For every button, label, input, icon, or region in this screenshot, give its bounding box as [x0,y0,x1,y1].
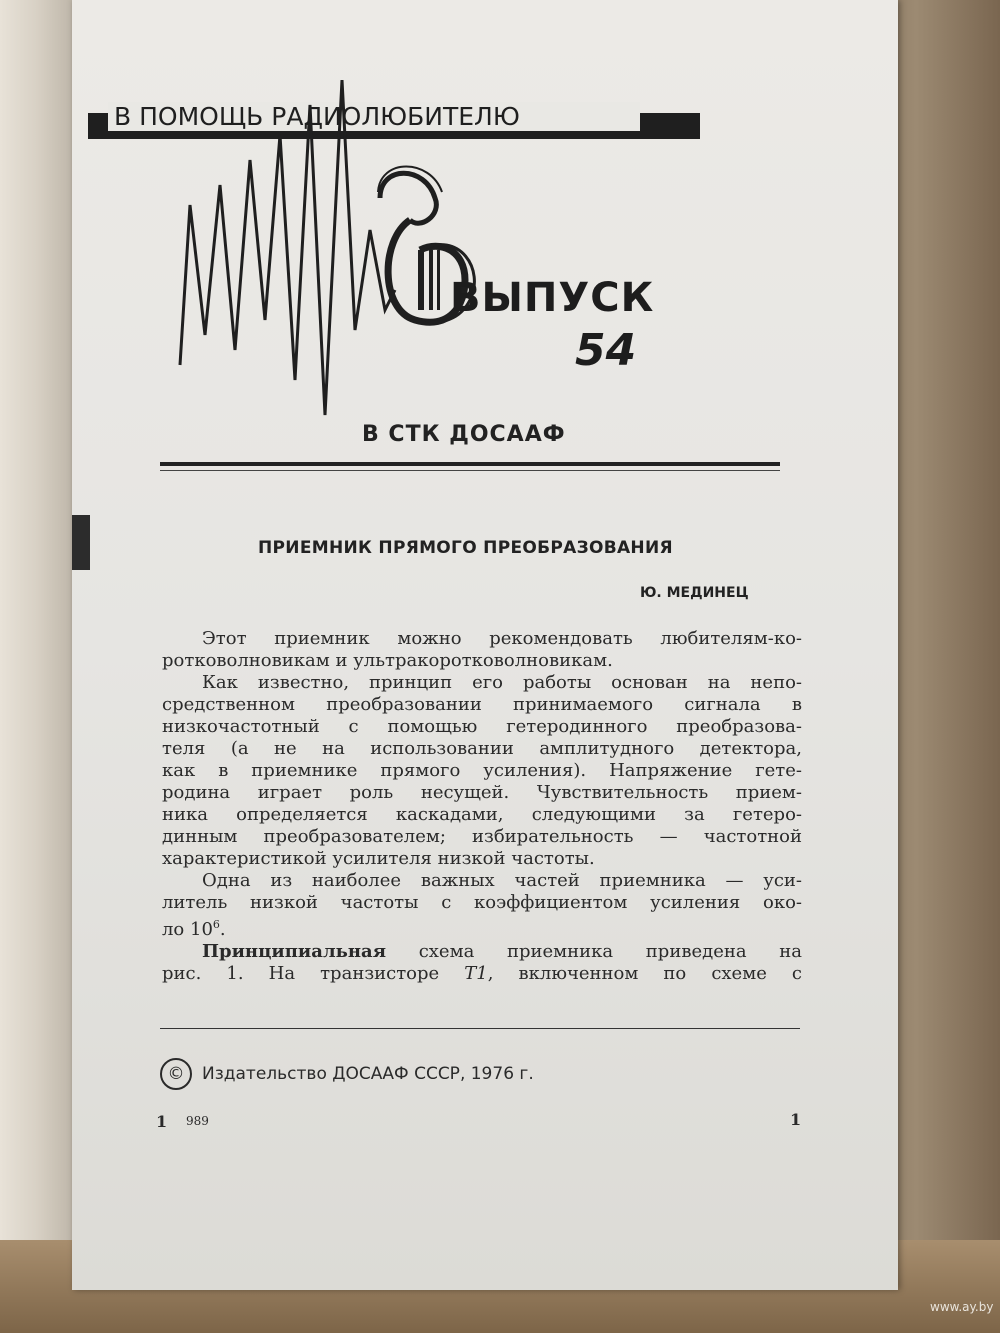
text-line: родина играет роль несущей. Чувствительность прием- [162,782,802,803]
signature-mark: 1 [156,1112,168,1131]
article-body [162,628,802,985]
text-line: литель низкой частоты с коэффициентом усиления око- [162,892,802,913]
issue-word: ВЫПУСК [450,275,655,321]
text-line [162,963,802,985]
paragraph-1 [162,628,802,672]
text-run: , включенном по схеме с [487,963,803,984]
copyright-icon: © [160,1058,192,1090]
spine-mark [72,515,90,570]
article-title: ПРИЕМНИК ПРЯМОГО ПРЕОБРАЗОВАНИЯ [258,538,673,558]
text-line: динным преобразователем; избирательность — частотной [162,826,802,847]
text-run: схема приемника приведена на [418,941,802,962]
issue-number: 54 [575,325,637,376]
text-line: Одна из наиболее важных частей приемника — уси- [202,870,802,891]
text-line: характеристикой усилителя низкой частоты. [162,848,595,869]
section-name: В СТК ДОСААФ [362,422,566,447]
signal-wave-graphic [80,80,720,430]
text-line: Этот приемник можно рекомендовать любителям-ко- [202,628,802,649]
text-line: ника определяется каскадами, следующими за гетеро- [162,804,802,825]
text-line [162,914,802,941]
paragraph-3 [162,870,802,941]
signature-number: 989 [186,1114,209,1128]
footnote-rule [160,1028,800,1029]
exponent: 6 [212,918,220,931]
series-title: В ПОМОЩЬ РАДИОЛЮБИТЕЛЮ [108,102,640,131]
watermark: www.ay.by [930,1300,994,1314]
text-line: низкочастотный с помощью гетеродинного преобразова- [162,716,802,737]
copyright-text: Издательство ДОСААФ СССР, 1976 г. [202,1064,534,1084]
text-run: . [219,919,226,940]
cover-header [80,80,720,430]
page-number: 1 [790,1110,802,1129]
text-line: Как известно, принцип его работы основан на непо- [202,672,802,693]
bold-term: Принципиальная [202,941,386,962]
text-line: как в приемнике прямого усиления). Напряжение гете- [162,760,802,781]
text-line: ротковолновикам и ультракоротковолновикам. [162,650,613,671]
copyright-line [160,1058,534,1090]
text-run: ло 10 [162,919,213,940]
article-author: Ю. МЕДИНЕЦ [640,585,749,601]
paragraph-4 [162,941,802,985]
text-line: средственном преобразовании принимаемого сигнала в [162,694,802,715]
text-line: теля (а не на использовании амплитудного детектора, [162,738,802,759]
text-line [162,941,802,963]
paragraph-2 [162,672,802,870]
header-rule-thin [160,470,780,471]
header-rule-thick [160,462,780,466]
text-run: рис. 1. На транзисторе [162,963,465,984]
transistor-label: Т1 [464,963,488,984]
